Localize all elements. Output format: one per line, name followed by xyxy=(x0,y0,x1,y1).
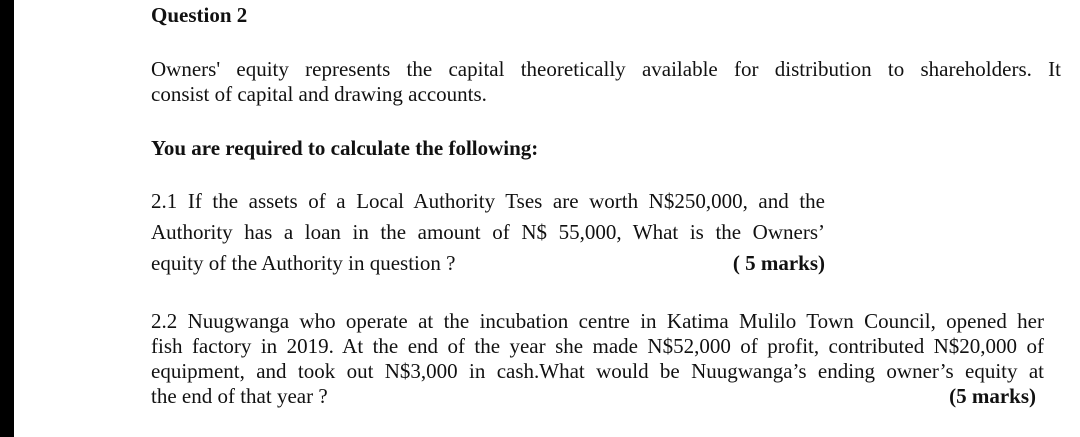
instruction-heading: You are required to calculate the following: xyxy=(151,136,539,160)
q2-2-line-2: fish factory in 2019. At the end of the year she made N$52,000 of profit, contributed N$20,000 of xyxy=(151,334,1044,358)
intro-paragraph xyxy=(151,57,1061,107)
q2-2-line-3: equipment, and took out N$3,000 in cash.What would be Nuugwanga’s ending owner’s equity at xyxy=(151,359,1044,383)
intro-line-1: Owners' equity represents the capital theoretically available for distribution to shareholders. It xyxy=(151,57,1061,81)
q2-2-line-1: 2.2 Nuugwanga who operate at the incubation centre in Katima Mulilo Town Council, opened her xyxy=(151,309,1044,333)
question-heading: Question 2 xyxy=(151,3,248,27)
question-2-2 xyxy=(151,309,1044,409)
q2-1-line-1: 2.1 If the assets of a Local Authority Tses are worth N$250,000, and the xyxy=(151,189,825,213)
q2-1-last-row xyxy=(151,248,825,279)
q2-2-line-4: the end of that year ? xyxy=(151,384,328,408)
q2-1-marks: ( 5 marks) xyxy=(732,251,825,275)
q2-1-line-3: equity of the Authority in question ? xyxy=(151,251,456,275)
q2-1-line-2: Authority has a loan in the amount of N$ 55,000, What is the Owners’ xyxy=(151,220,825,244)
question-2-1 xyxy=(151,186,825,279)
q2-2-marks: (5 marks) xyxy=(949,384,1036,408)
q2-2-last-row xyxy=(151,384,1036,409)
intro-line-2: consist of capital and drawing accounts. xyxy=(151,82,487,106)
